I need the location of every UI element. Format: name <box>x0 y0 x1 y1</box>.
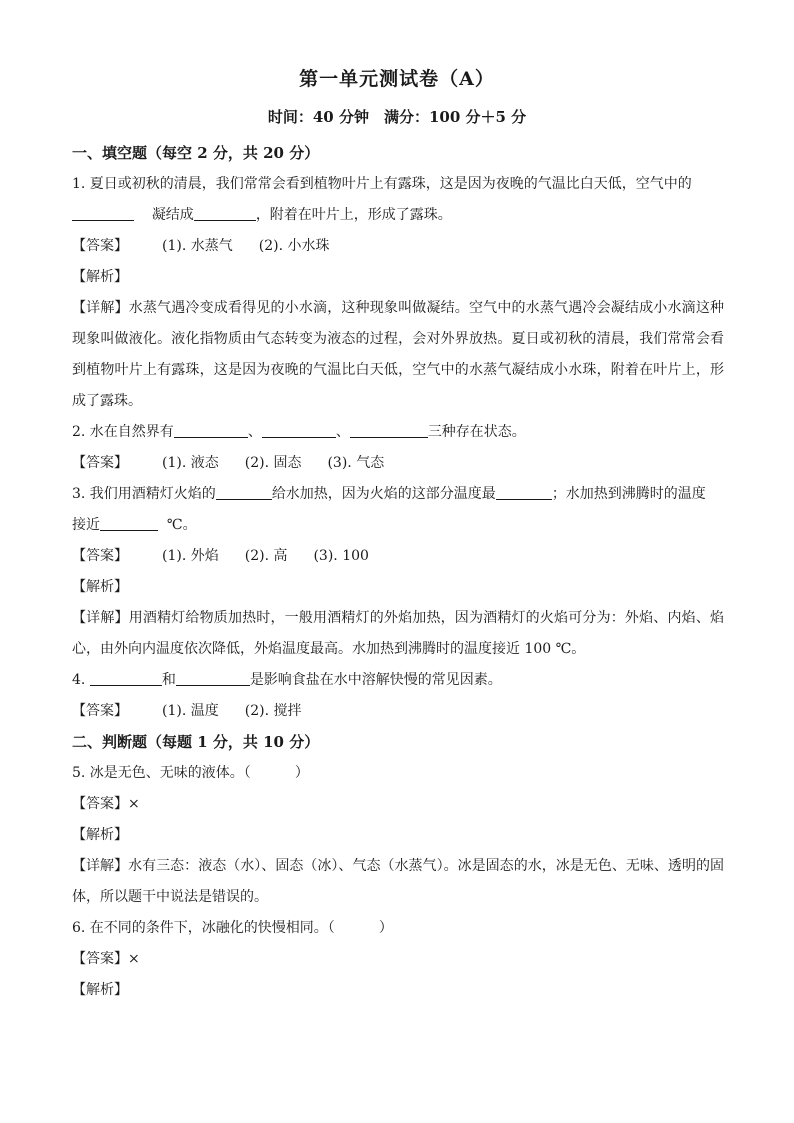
question-text: ） <box>294 765 309 781</box>
answer-value: (1). 温度 <box>162 703 219 719</box>
question-text: 凝结成 <box>151 207 194 223</box>
answer-value: (2). 小水珠 <box>258 238 330 254</box>
answer-value: (3). 气态 <box>327 455 385 471</box>
answer-blank[interactable] <box>72 204 134 221</box>
section-heading-fill-blank: 一、填空题（每空 2 分，共 20 分） <box>72 144 320 162</box>
answer-row: 【答案】× <box>72 796 140 812</box>
answer-blank[interactable] <box>496 483 552 500</box>
question-1-line1: 1. 夏日或初秋的清晨，我们常常会看到植物叶片上有露珠，这是因为夜晚的气温比白天低，空气中的 <box>72 176 692 192</box>
question-text: 5. 冰是无色、无味的液体。（ <box>72 765 251 781</box>
separator: 、 <box>247 424 262 440</box>
analysis-tag: 【解析】 <box>72 269 128 285</box>
analysis-tag: 【解析】 <box>72 827 128 843</box>
answer-tag: 【答案】 <box>72 703 128 719</box>
answer-row: 【答案】× <box>72 951 140 967</box>
question-text: 是影响食盐在水中溶解快慢的常见因素。 <box>249 672 502 688</box>
question-text: 3. 我们用酒精灯火焰的 <box>72 486 216 502</box>
question-5 <box>72 758 724 789</box>
question-text: ） <box>378 920 393 936</box>
answer-row <box>72 231 724 262</box>
answer-value: (1). 液态 <box>162 455 219 471</box>
answer-blank[interactable] <box>100 514 158 531</box>
answer-blank[interactable] <box>350 421 428 438</box>
answer-tag: 【答案】 <box>72 548 128 564</box>
question-text: 6. 在不同的条件下，冰融化的快慢相同。（ <box>72 920 335 936</box>
answer-value: (3). 100 <box>313 548 369 564</box>
detail-paragraph: 【详解】水蒸气遇冷变成看得见的小水滴，这种现象叫做凝结。空气中的水蒸气遇冷会凝结成小水滴这种现象叫做液化。液化指物质由气态转变为液态的过程，会对外界放热。夏日或初秋的清晨，我们常常会看到植物叶片上有露珠，这是因为夜晚的气温比白天低，空气中的水蒸气凝结成小水珠，附着在叶片上，形成了露珠。 <box>72 300 724 409</box>
question-text: 接近 <box>72 517 100 533</box>
question-text: 2. 水在自然界有 <box>72 424 174 440</box>
answer-blank[interactable] <box>262 421 336 438</box>
answer-value: (1). 水蒸气 <box>162 238 233 254</box>
question-6 <box>72 913 724 944</box>
document-subtitle: 时间：40 分钟 满分：100 分＋5 分 <box>267 108 527 126</box>
analysis-tag: 【解析】 <box>72 579 128 595</box>
question-text: ℃。 <box>166 517 197 533</box>
detail-paragraph: 【详解】用酒精灯给物质加热时，一般用酒精灯的外焰加热，因为酒精灯的火焰可分为：外焰、内焰、焰心，由外向内温度依次降低，外焰温度最高。水加热到沸腾时的温度接近 100 ℃。 <box>72 610 724 657</box>
analysis-tag: 【解析】 <box>72 982 128 998</box>
question-4 <box>72 665 724 696</box>
separator: 、 <box>335 424 350 440</box>
answer-blank[interactable] <box>216 483 272 500</box>
question-text: 和 <box>161 672 176 688</box>
answer-row <box>72 696 724 727</box>
question-text: 给水加热，因为火焰的这部分温度最 <box>271 486 496 502</box>
answer-value: (2). 高 <box>244 548 288 564</box>
question-2 <box>72 417 724 448</box>
answer-value: (1). 外焰 <box>162 548 219 564</box>
question-text: 三种存在状态。 <box>427 424 526 440</box>
document-body <box>72 138 724 1006</box>
question-text: ，附着在叶片上，形成了露珠。 <box>255 207 452 223</box>
detail-paragraph: 【详解】水有三态：液态（水）、固态（冰）、气态（水蒸气）。冰是固态的水，冰是无色、无味、透明的固体，所以题干中说法是错误的。 <box>72 858 724 905</box>
document-title: 第一单元测试卷（A） <box>299 68 495 90</box>
section-heading-true-false: 二、判断题（每题 1 分，共 10 分） <box>72 733 320 751</box>
answer-blank[interactable] <box>90 669 162 686</box>
question-text: ；水加热到沸腾时的温度 <box>551 486 706 502</box>
answer-value: (2). 搅拌 <box>244 703 302 719</box>
answer-tag: 【答案】 <box>72 455 128 471</box>
answer-row <box>72 541 724 572</box>
question-1-line2 <box>72 200 724 231</box>
question-3-line2 <box>72 510 724 541</box>
question-text: 4. <box>72 672 86 688</box>
answer-blank[interactable] <box>194 204 256 221</box>
answer-value: (2). 固态 <box>244 455 302 471</box>
question-3-line1 <box>72 479 724 510</box>
answer-row <box>72 448 724 479</box>
answer-tag: 【答案】 <box>72 238 128 254</box>
answer-blank[interactable] <box>176 669 250 686</box>
answer-blank[interactable] <box>174 421 248 438</box>
